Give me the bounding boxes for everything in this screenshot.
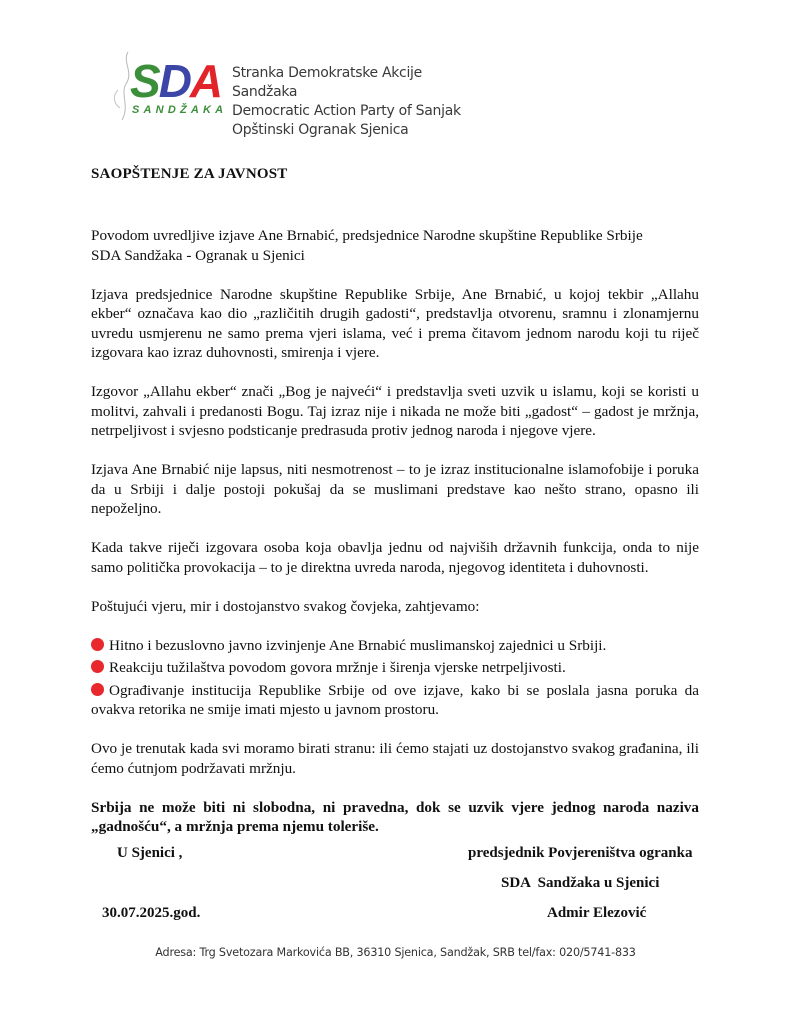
logo-letter-a: A (189, 55, 222, 107)
demands-list (91, 636, 699, 720)
document-body (91, 226, 699, 856)
logo-letter-s: S (130, 55, 159, 107)
demand-text: Hitno i bezuslovno javno izvinjenje Ane Brnabić muslimanskoj zajednici u Srbiji. (109, 636, 607, 654)
document-title: SAOPŠTENJE ZA JAVNOST (91, 166, 288, 182)
intro-line: SDA Sandžaka - Ogranak u Sjenici (91, 246, 305, 264)
body-paragraph: Izgovor „Allahu ekber“ znači „Bog je najveći“ i predstavlja sveti uzvik u islamu, koji se koristi u molitvi, zahvali i predanosti Bogu. Taj izraz nije i nikada ne može biti „gadost“ – gadost je mržnja, netrpeljivost i svjesno podsticanje predrasuda protiv jednog naroda i njegove vjere. (91, 383, 699, 439)
red-bullet-icon (91, 660, 104, 673)
org-name-english: Democratic Action Party of Sanjak (232, 103, 461, 119)
demands-intro: Poštujući vjeru, mir i dostojanstvo svakog čovjeka, zahtjevamo: (91, 597, 480, 615)
intro-line: Povodom uvredljive izjave Ane Brnabić, predsjednice Narodne skupštine Republike Srbije (91, 227, 643, 244)
red-bullet-icon (91, 638, 104, 651)
organization-info (232, 64, 488, 140)
body-paragraph: Izjava predsjednice Narodne skupštine Republike Srbije, Ane Brnabić, u kojoj tekbir „Allahu ekber“ označava kao dio „različitih drugih gadosti“, predstavlja otvorenu, sramnu i zlonamjernu uvredu usmjerenu ne samo prema vjeri islama, već i prema čitavom jednom narodu koji tu riječ izgovara kao izraz duhovnosti, smirenja i vjere. (91, 285, 699, 361)
sda-logo (108, 50, 230, 125)
demand-item (91, 636, 699, 656)
org-name-local: Stranka Demokratske Akcije Sandžaka (232, 65, 422, 100)
demand-text: Ograđivanje institucija Republike Srbije od ove izjave, kako bi se poslala jasna poruka da ovakva retorika ne smije imati mjesto u javnom prostoru. (91, 681, 699, 718)
signature-place: U Sjenici , (117, 845, 183, 861)
logo-letter-d: D (158, 55, 190, 107)
body-paragraph: Izjava Ane Brnabić nije lapsus, niti nesmotrenost – to je izraz institucionalne islamofobije i poruka da u Srbiji i dalje postoji pokušaj da se muslimani predstave kao nešto strano, opasno ili nepoželjno. (91, 461, 699, 517)
signatory-organization: SDA Sandžaka u Sjenici (501, 875, 660, 891)
signatory-role: predsjednik Povjereništva ogranka (468, 845, 693, 861)
letterhead (108, 50, 488, 138)
signatory-name: Admir Elezović (547, 905, 647, 921)
signature-date: 30.07.2025.god. (102, 905, 201, 921)
bold-statement: Srbija ne može biti ni slobodna, ni pravedna, dok se uzvik vjere jednog naroda naziva „gadnošću“, a mržnja prema njemu toleriše. (91, 798, 699, 835)
red-bullet-icon (91, 683, 104, 696)
demand-item (91, 658, 699, 678)
logo-wordmark (130, 55, 222, 107)
intro-paragraph (91, 226, 699, 265)
demand-item (91, 681, 699, 720)
org-branch: Opštinski Ogranak Sjenica (232, 122, 409, 138)
closing-paragraph: Ovo je trenutak kada svi moramo birati stranu: ili ćemo stajati uz dostojanstvo svakog građanina, ili ćemo ćutnjom podržavati mržnju. (91, 740, 699, 777)
logo-subtitle: SANDŽAKA (132, 104, 228, 116)
demand-text: Reakciju tužilaštva povodom govora mržnje i širenja vjerske netrpeljivosti. (109, 659, 566, 676)
body-paragraph: Kada takve riječi izgovara osoba koja obavlja jednu od najviših državnih funkcija, onda to nije samo politička provokacija – to je direktna uvreda naroda, njegovog identiteta i duhovnosti. (91, 539, 699, 576)
footer-address: Adresa: Trg Svetozara Markovića BB, 36310 Sjenica, Sandžak, SRB tel/fax: 020/5741-833 (155, 946, 636, 959)
